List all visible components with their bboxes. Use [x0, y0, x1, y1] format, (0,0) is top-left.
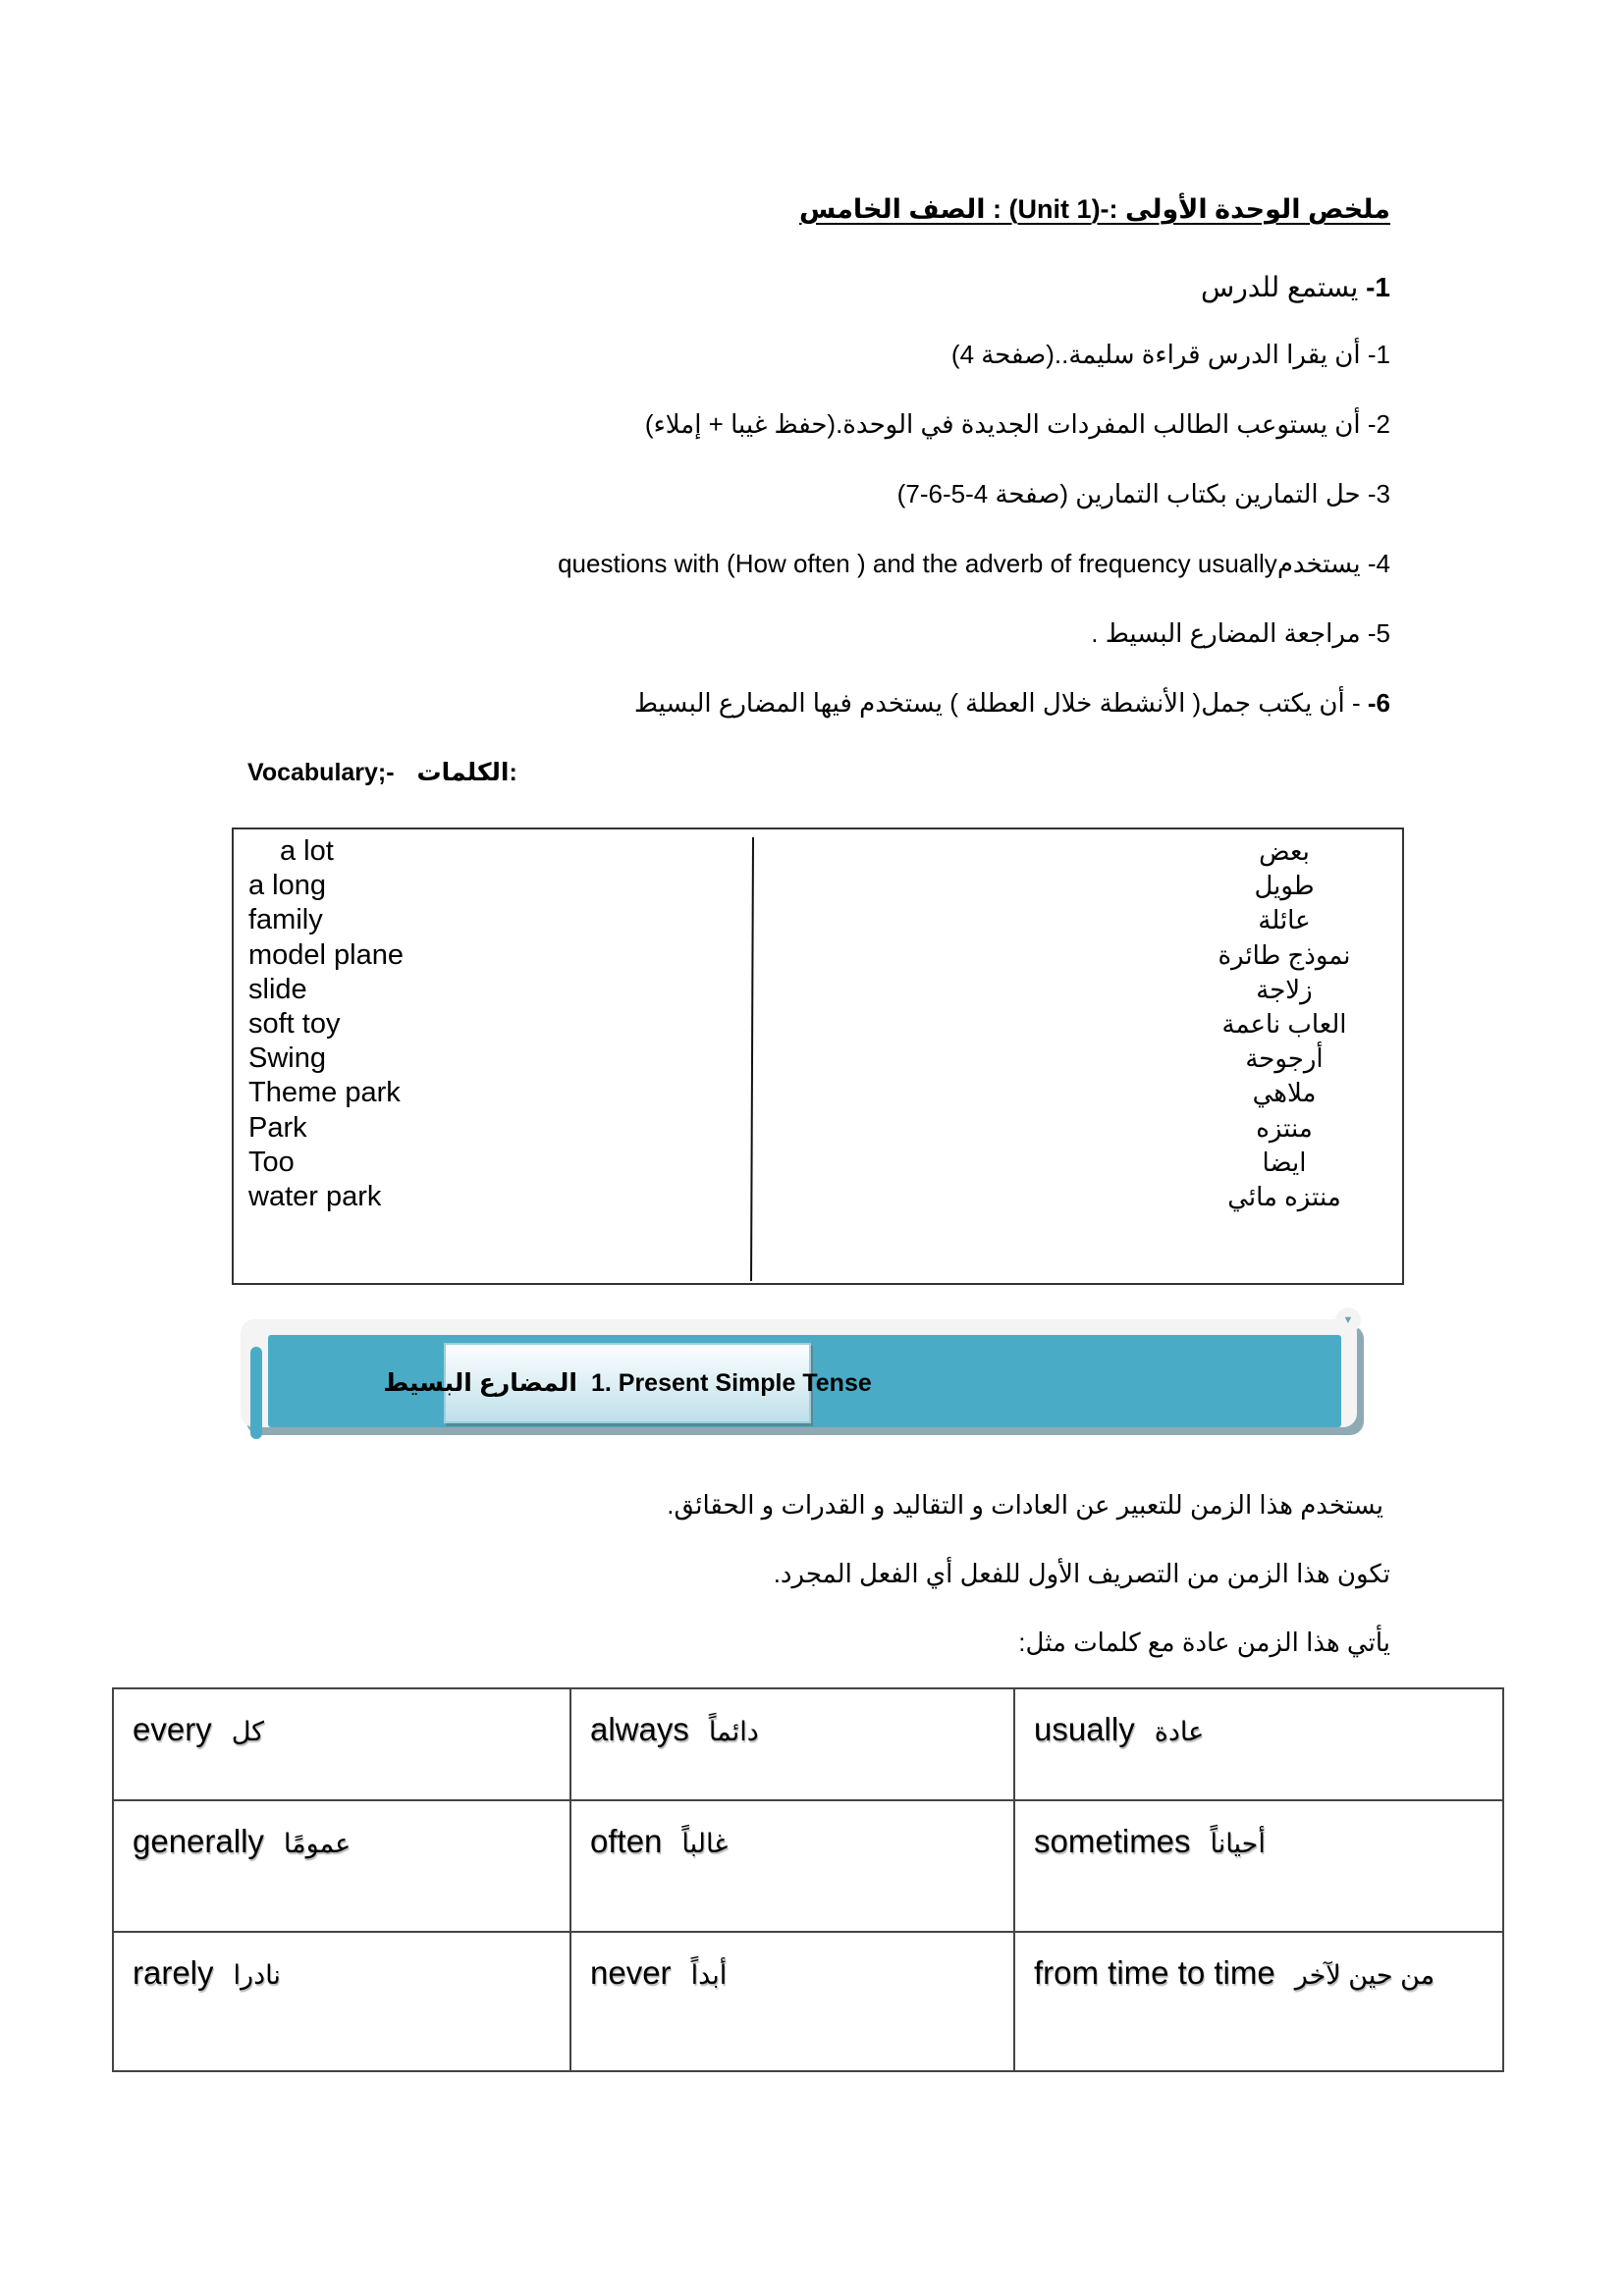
- vocab-word-en: Too: [248, 1146, 295, 1178]
- adverb-ar: عادة: [1154, 1717, 1205, 1746]
- vocab-word-ar: بعض: [1259, 836, 1310, 866]
- explanation-paragraph: يأتي هذا الزمن عادة مع كلمات مثل:: [1018, 1628, 1390, 1657]
- vocabulary-heading-en: Vocabulary;-: [247, 759, 395, 786]
- adverb-ar: دائماً: [708, 1717, 759, 1746]
- adverb-ar: كل: [231, 1717, 265, 1746]
- objective-item: [1201, 271, 1390, 303]
- objective-text: مراجعة المضارع البسيط .: [1091, 618, 1361, 648]
- page-title: ملخص الوحدة الأولى :-(Unit 1) : الصف الخامس: [799, 194, 1390, 224]
- explanation-paragraph: يستخدم هذا الزمن للتعبير عن العادات و التقاليد و القدرات و الحقائق.: [667, 1490, 1383, 1520]
- objective-item: [645, 409, 1390, 440]
- objective-text: حل التمارين بكتاب التمارين (صفحة 4-5-6-7): [896, 479, 1361, 508]
- vocab-word-en: water park: [248, 1181, 382, 1213]
- adverb-en: every: [133, 1711, 212, 1747]
- frequency-adverbs-table: [112, 1687, 1504, 2072]
- adverb-ar: أحياناً: [1210, 1829, 1266, 1858]
- objective-item: [897, 479, 1390, 509]
- objective-text-english: questions with (How often ) and the adverb of frequency usually: [558, 549, 1277, 578]
- objective-number: 3-: [1367, 479, 1390, 508]
- vocab-word-en: a lot: [280, 835, 334, 867]
- vocabulary-box: [232, 828, 1404, 1285]
- adverb-en: usually: [1034, 1711, 1135, 1747]
- section-title-en: 1. Present Simple Tense: [590, 1368, 872, 1397]
- adverb-ar: من حين لآخر: [1294, 1960, 1435, 1990]
- adverb-en: rarely: [133, 1954, 214, 1991]
- vocabulary-heading: [247, 758, 517, 787]
- vocabulary-divider: [750, 837, 754, 1281]
- section-title: [383, 1343, 872, 1423]
- vocab-word-ar: عائلة: [1258, 905, 1311, 935]
- adverb-ar: عمومًا: [283, 1829, 352, 1858]
- objective-number: 6-: [1367, 688, 1390, 718]
- objective-item: [634, 688, 1390, 719]
- objective-text: - أن يكتب جمل( الأنشطة خلال العطلة ) يستخدم فيها المضارع البسيط: [633, 688, 1361, 718]
- adverb-ar: نادرا: [233, 1960, 281, 1990]
- objective-text: يستخدم: [1276, 549, 1361, 578]
- adverb-en: always: [590, 1711, 689, 1747]
- table-cell: [1014, 1800, 1503, 1932]
- table-cell: [113, 1800, 570, 1932]
- adverb-ar: أبداً: [690, 1960, 728, 1990]
- section-title-ar: المضارع البسيط: [383, 1369, 577, 1397]
- adverb-ar: غالباً: [681, 1829, 729, 1858]
- objective-number: 5-: [1367, 618, 1390, 648]
- banner-scroll-curl: [250, 1347, 262, 1439]
- vocab-word-ar: طويل: [1254, 871, 1315, 901]
- vocab-word-ar: منتزه: [1256, 1112, 1313, 1143]
- table-cell: [570, 1688, 1014, 1800]
- vocab-word-en: a long: [248, 870, 327, 902]
- objective-text: يستمع للدرس: [1201, 272, 1359, 302]
- objective-number: 2-: [1367, 409, 1390, 439]
- table-cell: [1014, 1932, 1503, 2071]
- vocab-word-en: Theme park: [248, 1077, 401, 1109]
- adverb-en: never: [590, 1954, 672, 1991]
- adverb-en: sometimes: [1034, 1823, 1191, 1859]
- objective-number: 1-: [1367, 340, 1390, 369]
- adverb-en: generally: [133, 1823, 264, 1859]
- table-row: [113, 1688, 1503, 1800]
- vocabulary-heading-ar: :الكلمات: [416, 759, 517, 786]
- vocab-word-en: Swing: [248, 1042, 326, 1075]
- vocab-word-ar: زلاجة: [1256, 974, 1313, 1004]
- objective-item: [1091, 618, 1390, 649]
- vocab-word-en: family: [248, 904, 323, 936]
- table-row: [113, 1800, 1503, 1932]
- explanation-paragraph: تكون هذا الزمن من التصريف الأول للفعل أي الفعل المجرد.: [773, 1559, 1390, 1588]
- objective-text: أن يستوعب الطالب المفردات الجديدة في الوحدة.(حفظ غيبا + إملاء): [644, 409, 1361, 439]
- objective-text: أن يقرا الدرس قراءة سليمة..(صفحة 4): [950, 340, 1361, 369]
- table-cell: [570, 1932, 1014, 2071]
- adverb-en: from time to time: [1034, 1954, 1275, 1991]
- vocabulary-english-list: [248, 834, 404, 1214]
- vocab-word-en: slide: [248, 973, 307, 1005]
- scroll-knob-icon: ▼: [1342, 1314, 1354, 1326]
- vocab-word-ar: ملاهي: [1252, 1078, 1317, 1108]
- table-row: [113, 1932, 1503, 2071]
- vocab-word-ar: منتزه مائي: [1227, 1182, 1341, 1212]
- objective-number: 1-: [1366, 272, 1390, 302]
- vocab-word-ar: أرجوحة: [1245, 1043, 1324, 1074]
- table-cell: [113, 1688, 570, 1800]
- objective-item: [558, 549, 1390, 579]
- vocab-word-ar: العاب ناعمة: [1221, 1009, 1347, 1040]
- vocab-word-en: soft toy: [248, 1008, 341, 1041]
- vocab-word-en: model plane: [248, 938, 404, 971]
- vocab-word-ar: ايضا: [1262, 1147, 1307, 1177]
- table-cell: [113, 1932, 570, 2071]
- objective-number: 4-: [1367, 549, 1390, 578]
- vocab-word-ar: نموذج طائرة: [1218, 939, 1351, 970]
- vocab-word-en: Park: [248, 1111, 307, 1144]
- table-cell: [570, 1800, 1014, 1932]
- vocabulary-arabic-list: [1186, 834, 1382, 1214]
- objective-item: [951, 340, 1390, 370]
- section-banner: [241, 1315, 1365, 1443]
- adverb-en: often: [590, 1823, 663, 1859]
- table-cell: [1014, 1688, 1503, 1800]
